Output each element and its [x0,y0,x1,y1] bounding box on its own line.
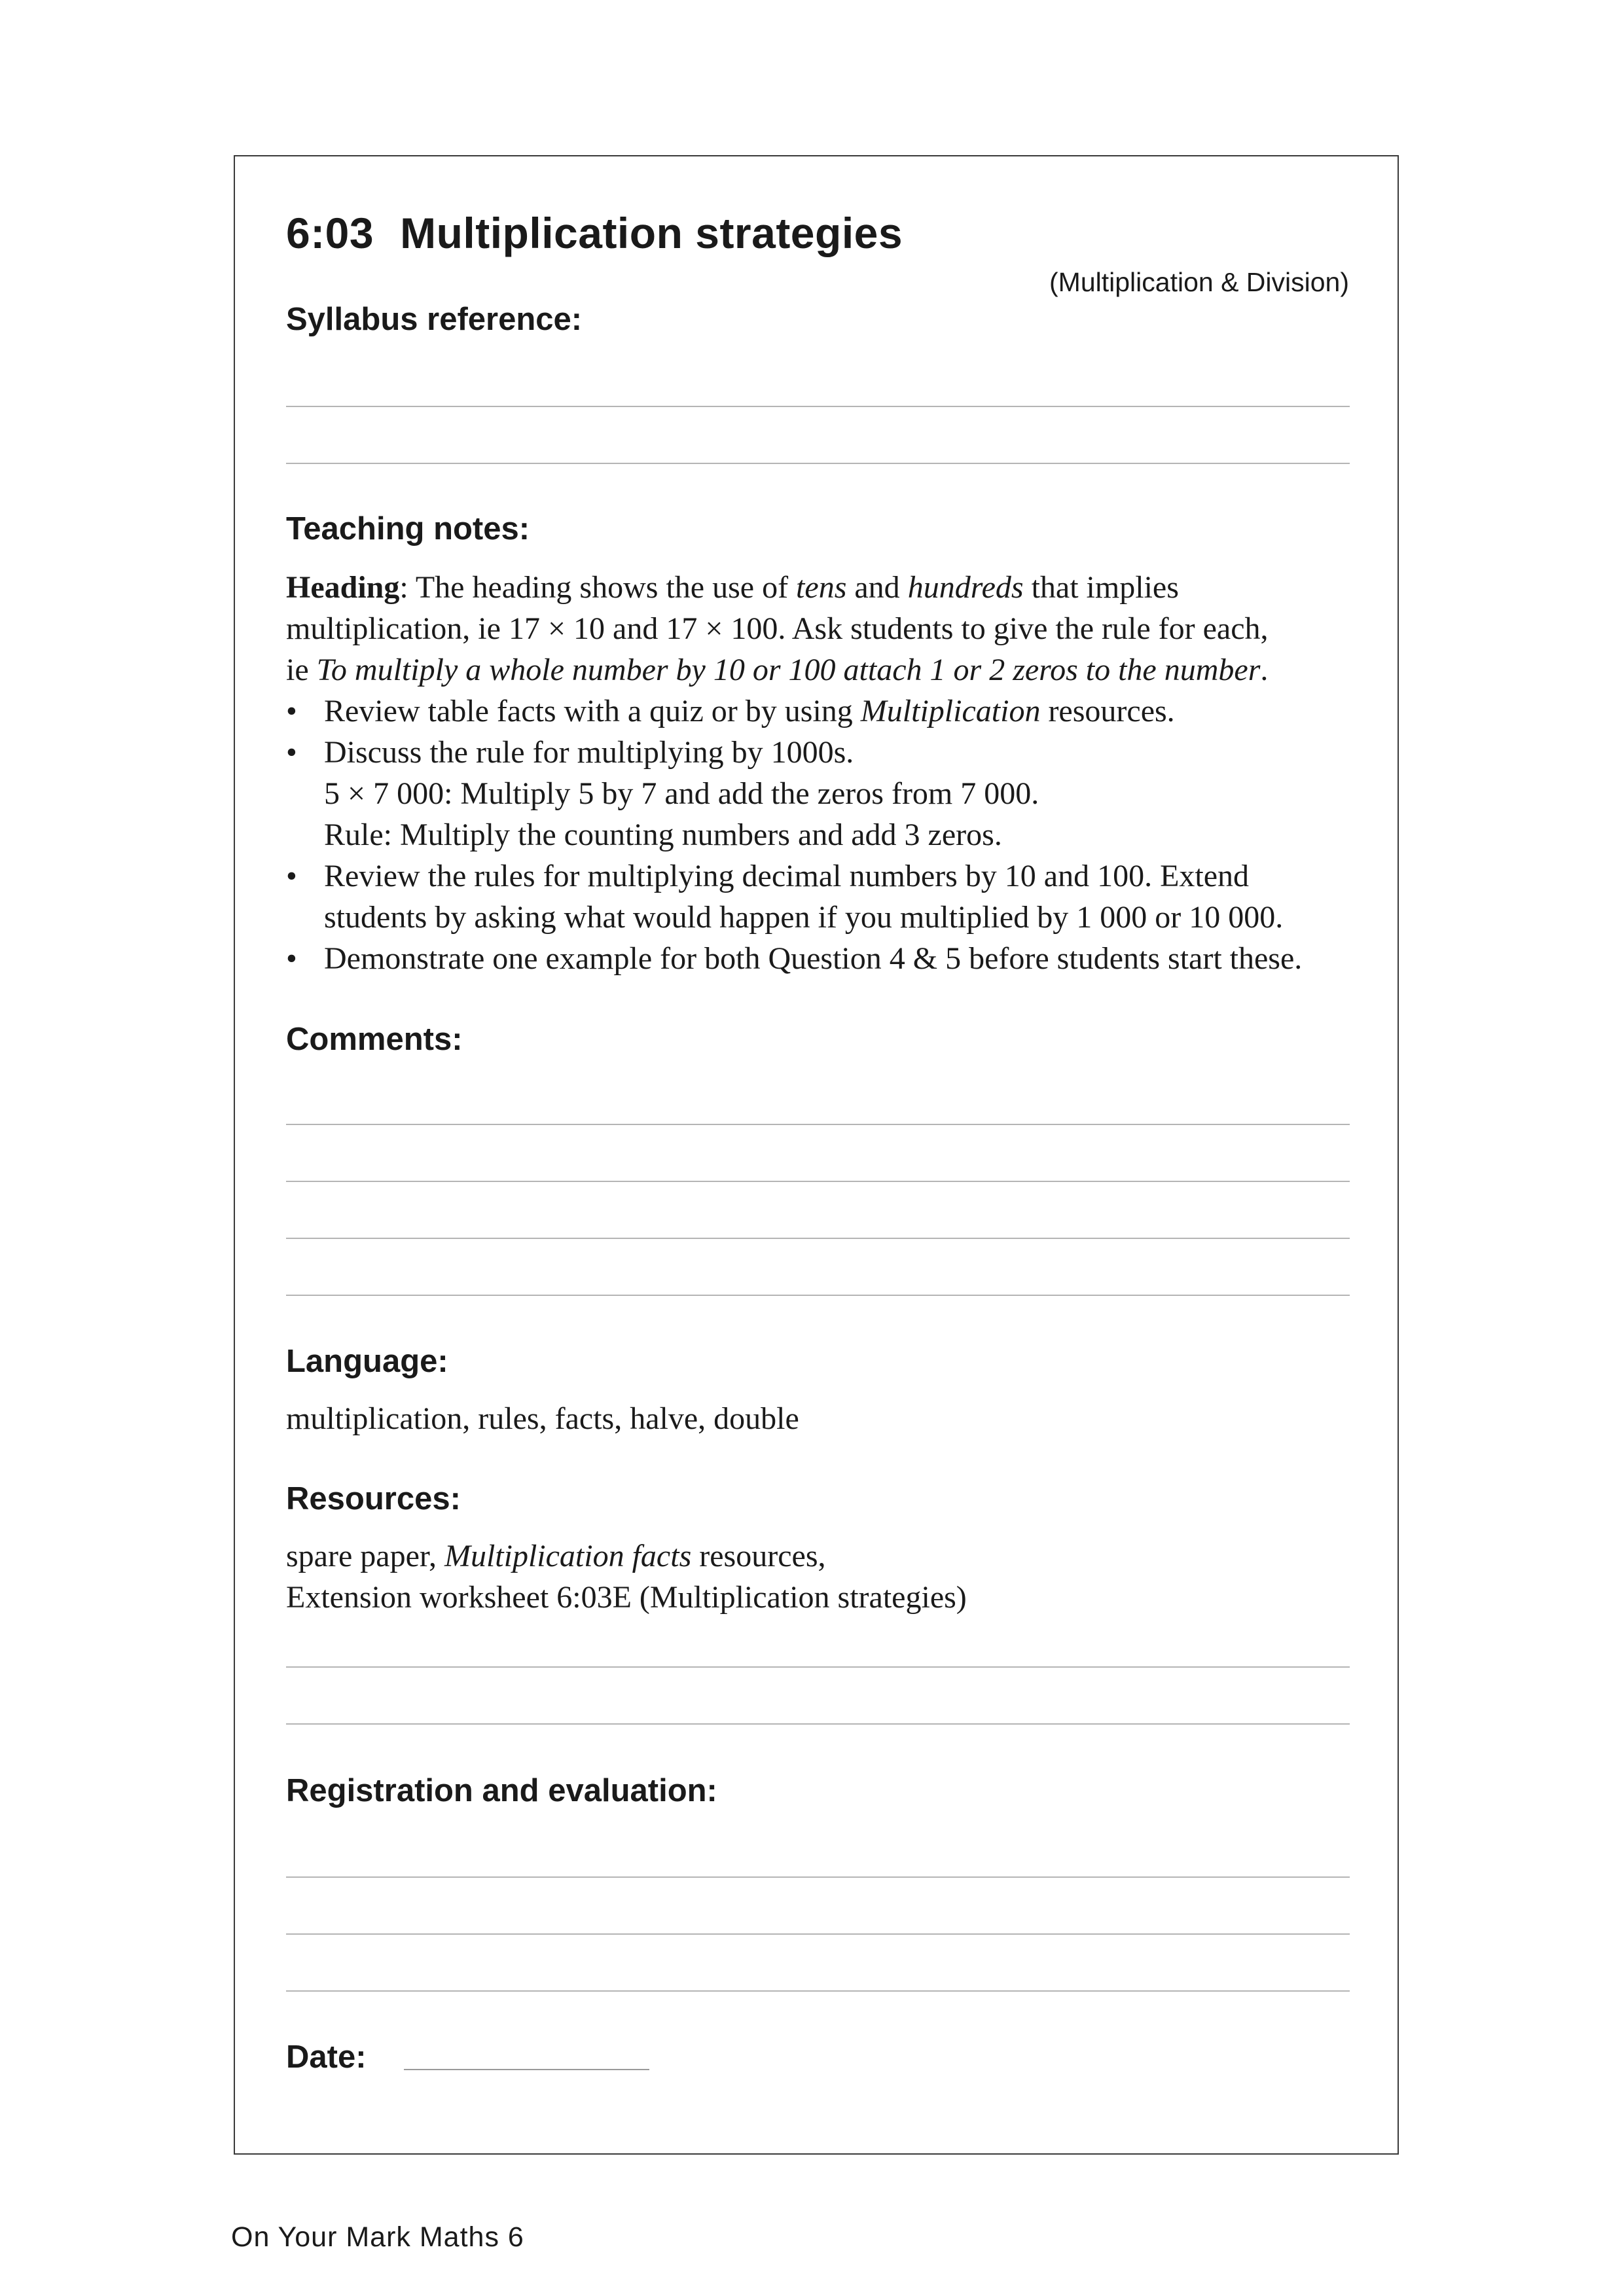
syllabus-heading: Syllabus reference: [286,302,583,337]
resources-line-a [286,1666,1350,1668]
list-item-continuation: Rule: Multiply the counting numbers and add 3 zeros. [324,817,1002,852]
registration-line-1 [286,1876,1350,1878]
comments-line-1 [286,1124,1350,1125]
comments-heading: Comments: [286,1022,463,1057]
date-label: Date: [286,2039,367,2075]
list-item: • Review table facts with a quiz or by using Multiplication resources. [286,694,1175,728]
page-title [286,208,903,258]
resources-line-1: spare paper, Multiplication facts resources, [286,1539,826,1573]
language-text: multiplication, rules, facts, halve, double [286,1401,799,1436]
teaching-notes-text [286,567,1269,691]
date-field-line [404,2069,649,2070]
footer-text: On Your Mark Maths 6 [231,2221,524,2253]
list-item-continuation: 5 × 7 000: Multiply 5 by 7 and add the zeros from 7 000. [324,776,1039,811]
page-frame [234,155,1399,2155]
registration-line-3 [286,1990,1350,1992]
resources-line-2: Extension worksheet 6:03E (Multiplication strategies) [286,1580,967,1615]
list-item: • Demonstrate one example for both Question 4 & 5 before students start these. [286,941,1303,976]
topic-label: (Multiplication & Division) [1049,267,1349,297]
registration-heading: Registration and evaluation: [286,1773,717,1808]
notes-line-3: ie To multiply a whole number by 10 or 100 attach 1 or 2 zeros to the number. [286,653,1269,687]
notes-line-1: Heading: The heading shows the use of tens and hundreds that implies [286,570,1179,605]
registration-line-2 [286,1933,1350,1935]
language-heading: Language: [286,1344,448,1379]
lesson-title: Multiplication strategies [400,209,903,257]
comments-line-2 [286,1181,1350,1182]
notes-line-2: multiplication, ie 17 × 10 and 17 × 100. Ask students to give the rule for each, [286,611,1269,646]
syllabus-line-1 [286,406,1350,407]
list-item-continuation: students by asking what would happen if you multiplied by 1 000 or 10 000. [324,900,1284,935]
resources-text [286,1535,967,1618]
resources-line-b [286,1723,1350,1725]
syllabus-line-2 [286,463,1350,464]
comments-line-4 [286,1295,1350,1296]
list-item: • Discuss the rule for multiplying by 1000s. [286,735,854,770]
teaching-notes-list [286,691,1302,979]
teaching-notes-heading: Teaching notes: [286,511,530,547]
resources-heading: Resources: [286,1481,461,1516]
list-item: • Review the rules for multiplying decimal numbers by 10 and 100. Extend [286,859,1250,893]
comments-line-3 [286,1238,1350,1239]
lesson-code: 6:03 [286,209,374,257]
